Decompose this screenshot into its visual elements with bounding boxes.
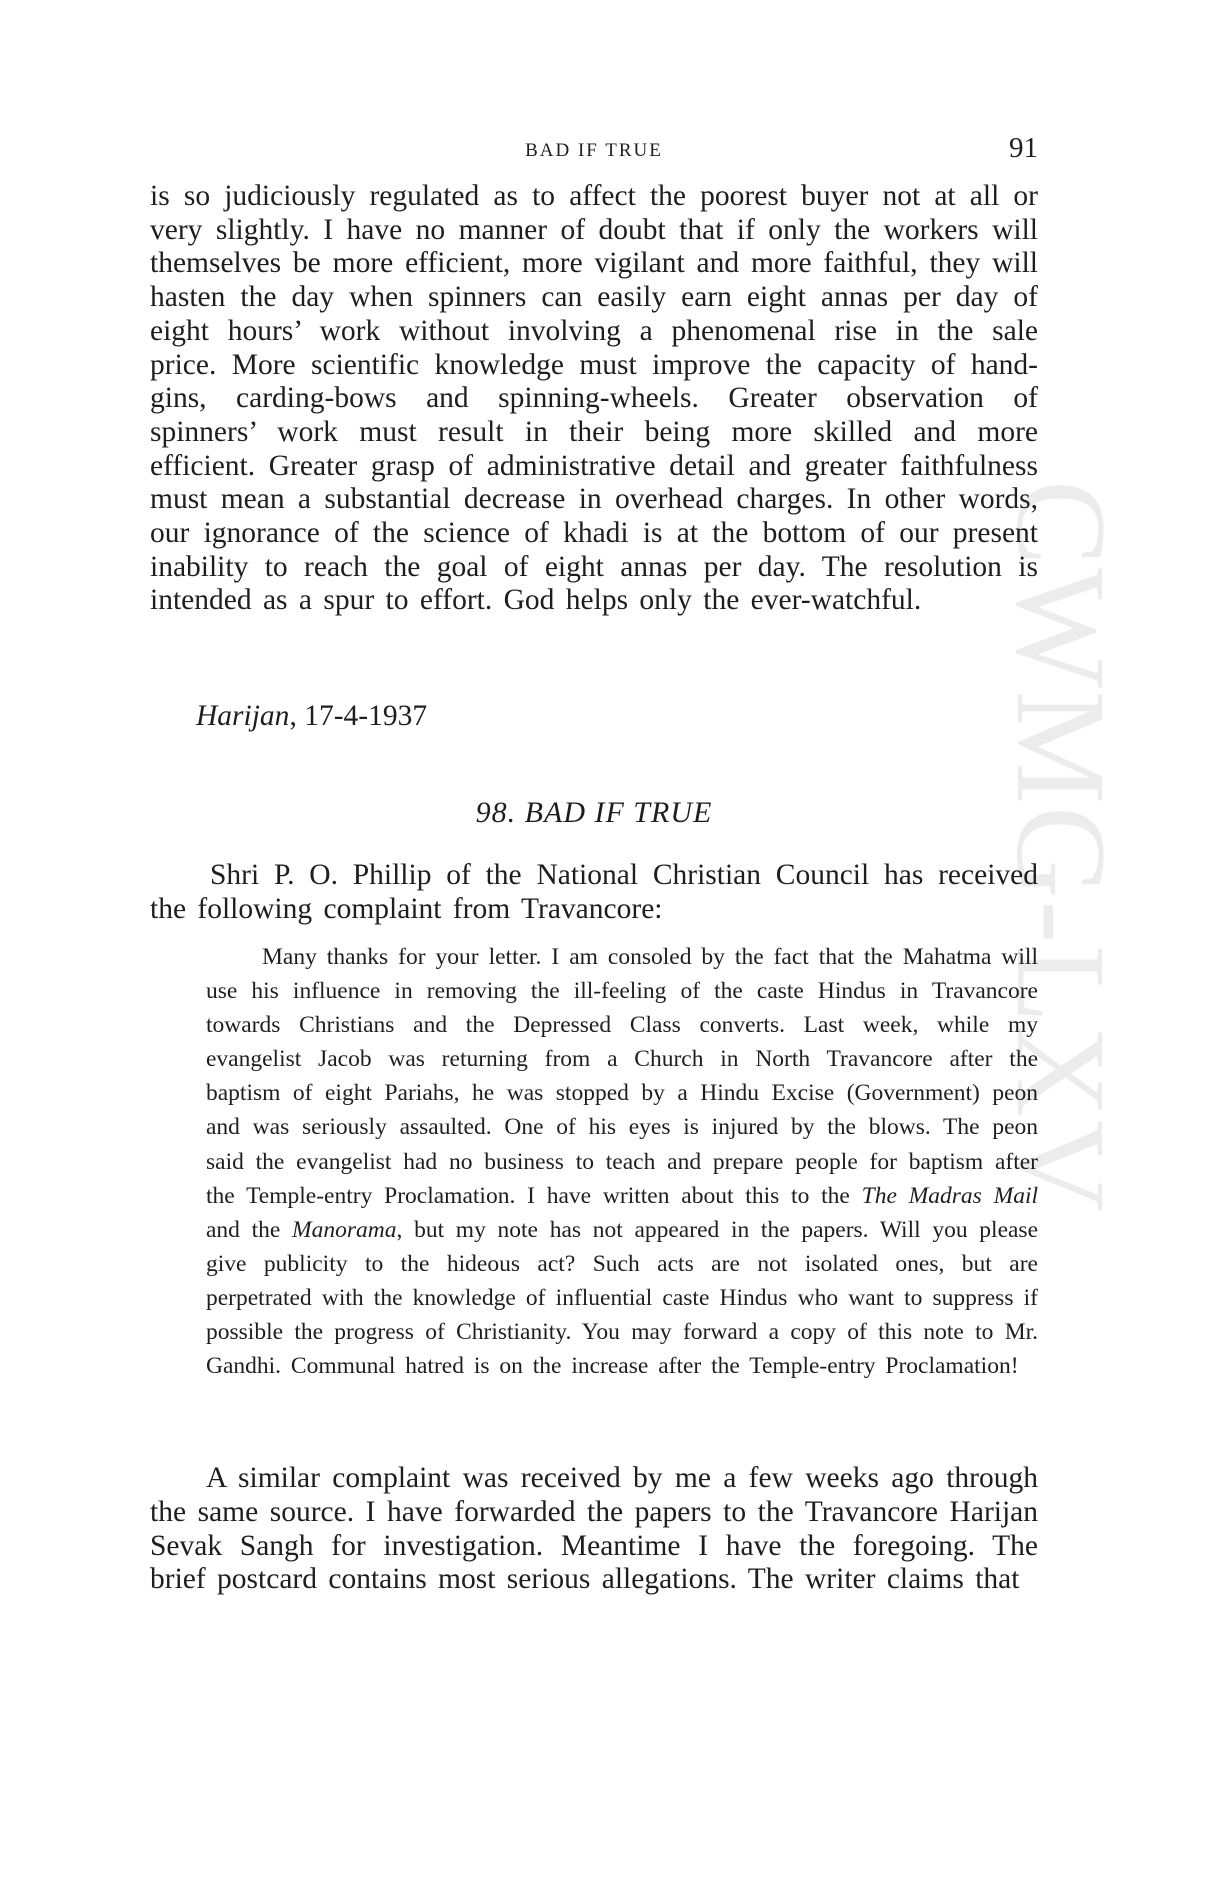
source-dateline: [196, 700, 427, 733]
newspaper-title-manorama: Manorama: [292, 1216, 397, 1243]
quote-text-2: and the: [206, 1216, 293, 1243]
quoted-letter: [206, 940, 1038, 1383]
running-head: [150, 132, 1038, 172]
quote-text-3: , but my note has not appeared in the papers. Will you please give publicity to the hideous act? Such acts are not isolated ones, but are perpetrated with the knowledge of influential caste Hindus who want to suppress if possible the progress of Christianity. You may forward a copy of this note to Mr. Gandhi. Communal hatred is on the increase after the Temple-entry Proclamation!: [206, 1216, 1039, 1380]
newspaper-title-madras-mail: The Madras Mail: [861, 1182, 1039, 1209]
source-name: Harijan: [196, 700, 290, 732]
continuation-paragraph: is so judiciously regulated as to affect the poorest buyer not at all or very slightly. I have no manner of doubt that if only the workers will themselves be more efficient, more vigilant and more faithful, they will hasten the day when spinners can easily earn eight annas per day of eight hours’ work without involving a phenomenal rise in the sale price. More scientific knowledge must improve the capacity of hand-gins, carding-bows and spinning-wheels. Greater observation of spinners’ work must result in their being more skilled and more efficient. Greater grasp of administrative detail and greater faithfulness must mean a substantial decrease in overhead charges. In other words, our ignorance of the science of khadi is at the bottom of our present inability to reach the goal of eight annas per day. The resolution is intended as a spur to effort. God helps only the ever-watchful.: [150, 180, 1038, 617]
running-title: BAD IF TRUE: [525, 140, 663, 161]
article-heading: 98. BAD IF TRUE: [475, 796, 713, 829]
follow-up-paragraph: A similar complaint was received by me a few weeks ago through the same source. I have forwarded the papers to the Travancore Harijan Sevak Sangh for investigation. Meantime I have the foregoing. The brief postcard contains most serious allegations. The writer claims that: [150, 1462, 1038, 1596]
page-number: 91: [1009, 132, 1038, 164]
source-date: 17-4-1937: [296, 700, 428, 732]
quote-text-1: Many thanks for your letter. I am consoled by the fact that the Mahatma will use his influence in removing the ill-feeling of the caste Hindus in Travancore towards Christians and the Depressed Class converts. Last week, while my evangelist Jacob was returning from a Church in North Travancore after the baptism of eight Pariahs, he was stopped by a Hindu Excise (Government) peon and was seriously assaulted. One of his eyes is injured by the blows. The peon said the evangelist had no business to teach and prepare people for baptism after the Temple-entry Proclamation. I have written about this to the: [206, 944, 1038, 1209]
watermark: CWMG-LXV: [990, 480, 1132, 1215]
intro-paragraph: Shri P. O. Phillip of the National Christian Council has received the following complaint from Travancore:: [150, 859, 1038, 925]
source-separator: ,: [289, 700, 297, 732]
